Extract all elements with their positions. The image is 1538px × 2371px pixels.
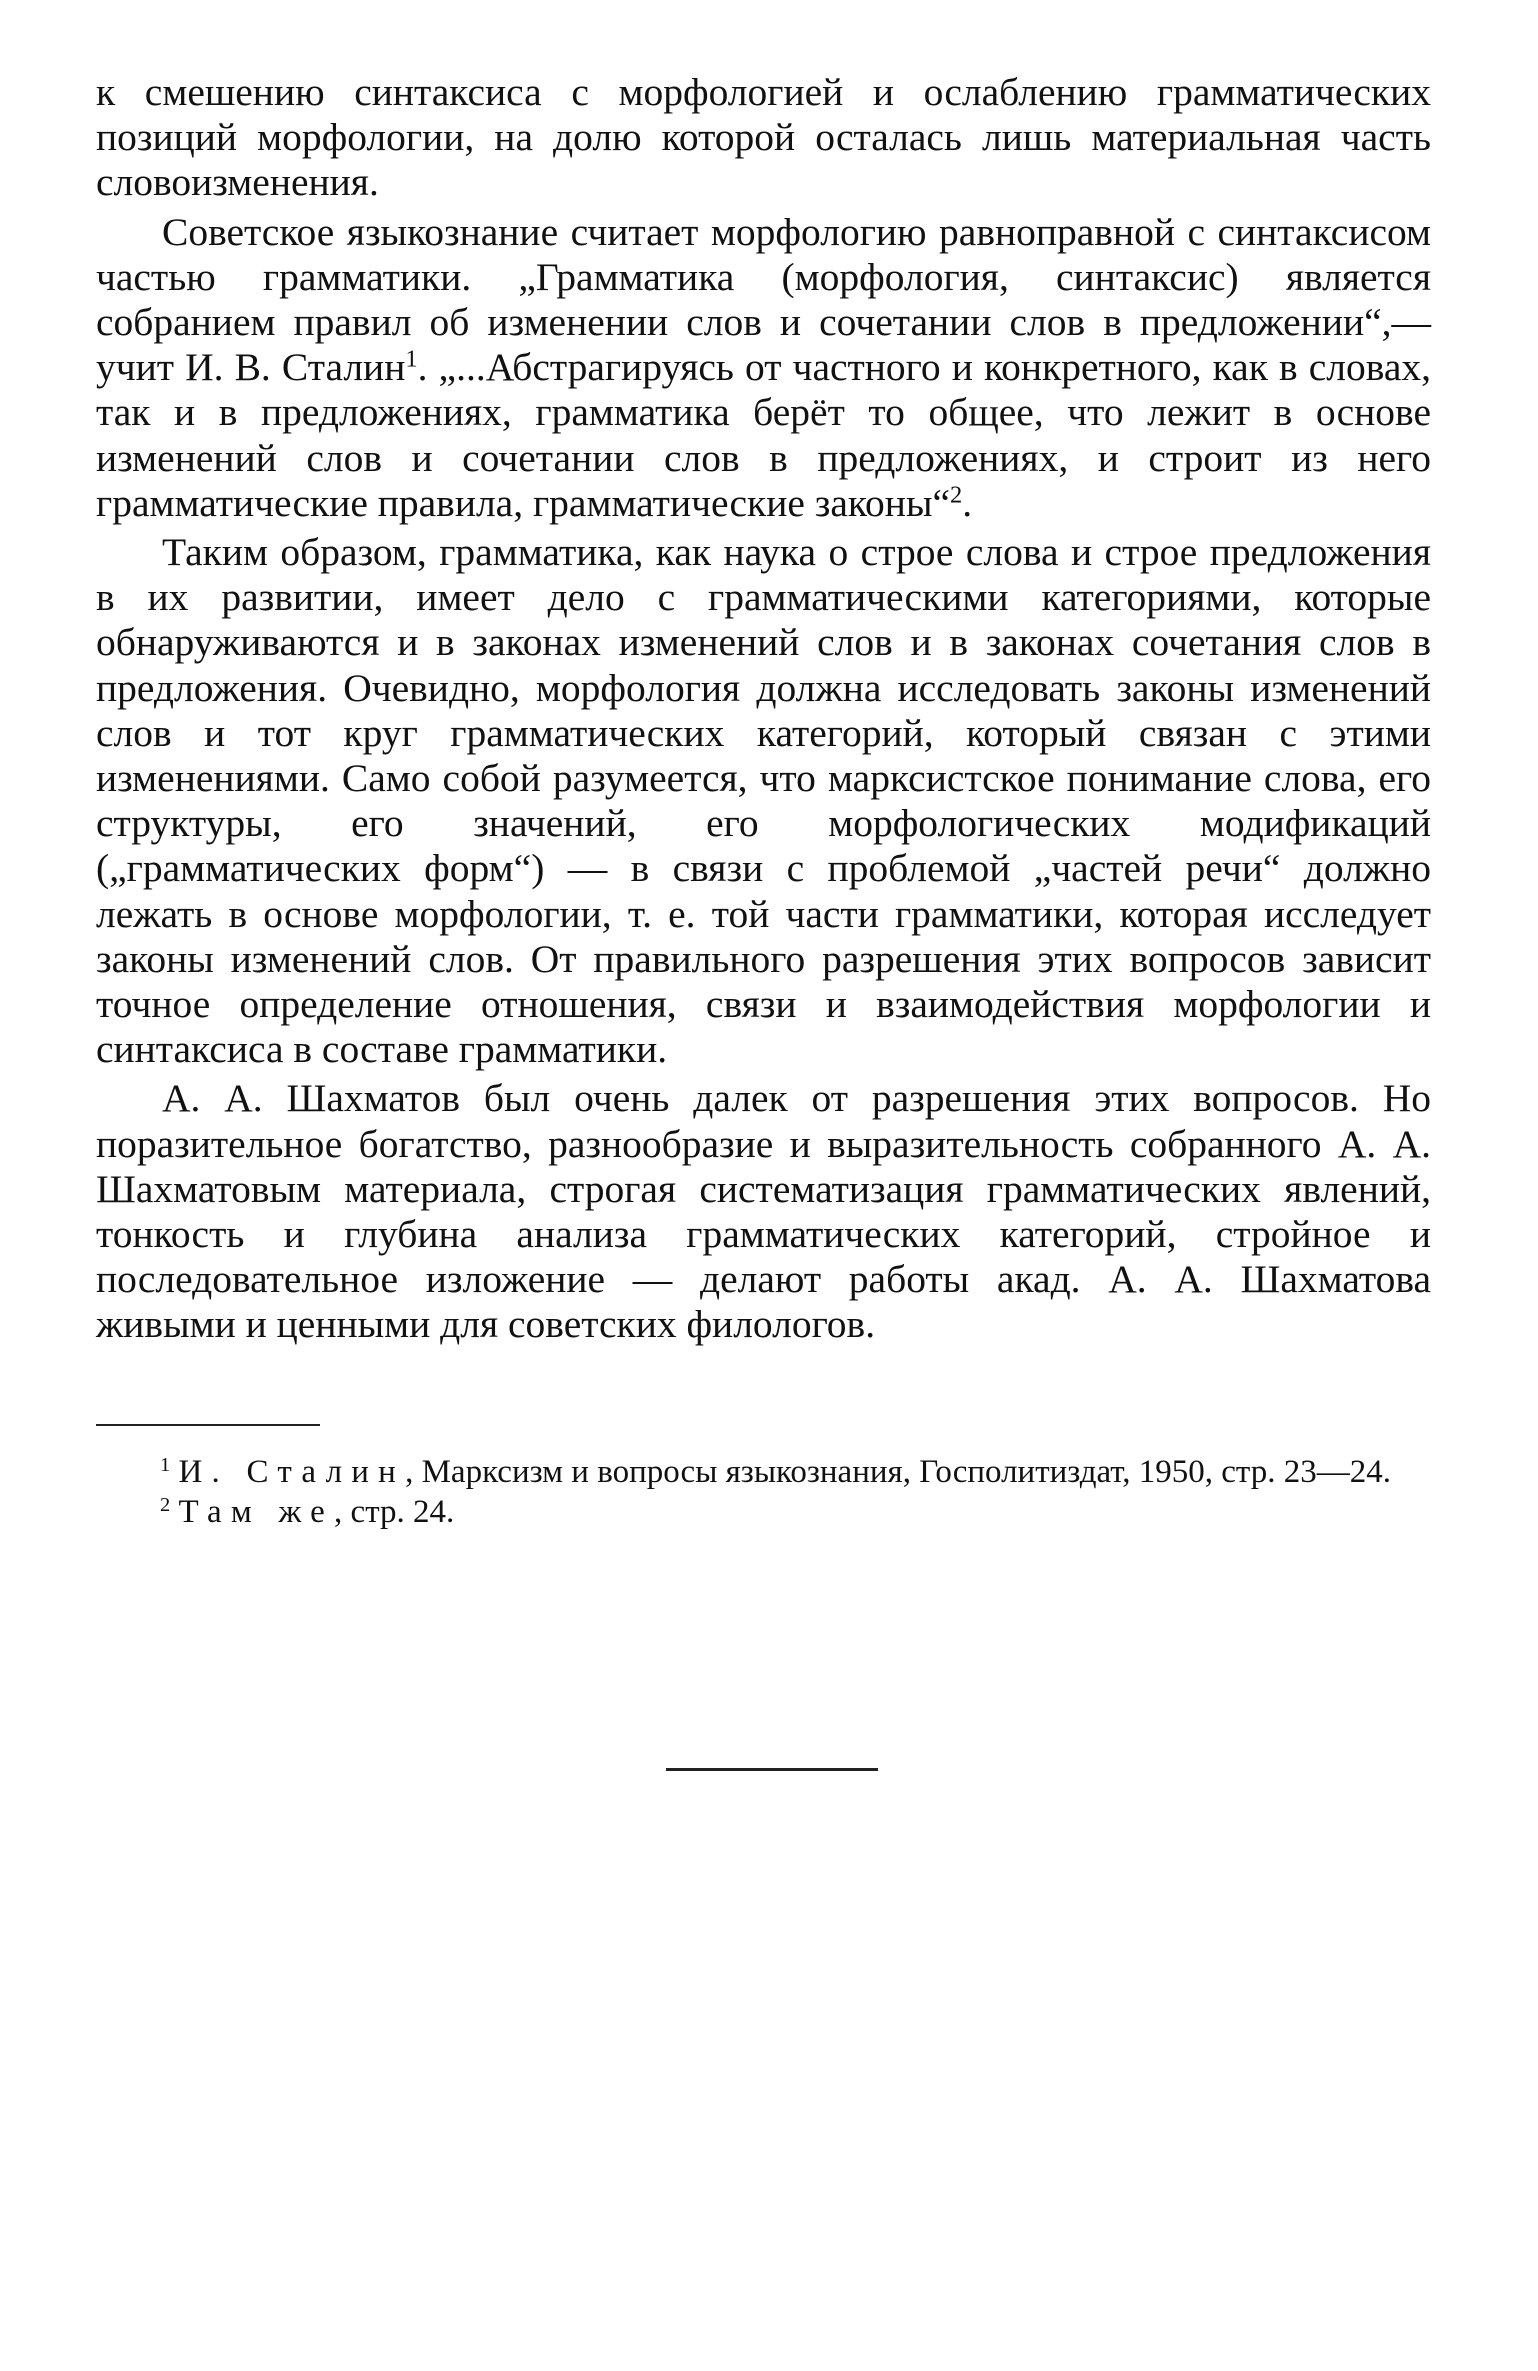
paragraph-text: Советское языкознание считает морфологию равноправной с синтаксисом частью грамматики. „Грамматика (морфология, синтаксис) является собранием правил об изменении слов и сочетании слов в предложении“,— учит И. В. Сталин	[96, 209, 1431, 390]
footnote-mark: 2	[160, 1493, 171, 1516]
footnote	[96, 1492, 1431, 1532]
footnotes	[96, 1452, 1431, 1532]
paragraph-text: . „...Абстрагируясь от частного и конкретного, как в словах, так и в предложениях, грамматика берёт то общее, что лежит в основе изменений слов и сочетании слов в предложениях, и строит из него грамматические правила, грамматические законы“	[96, 345, 1431, 525]
footnote-text: , Марксизм и вопросы языкознания, Госполитиздат, 1950, стр. 23—24.	[405, 1454, 1391, 1490]
footnote-mark: 1	[160, 1453, 171, 1476]
paragraph-grammar: Таким образом, грамматика, как наука о строе слова и строе предложения в их развитии, имеет дело с грамматическими категориями, которые обнаруживаются и в законах изменений слов и в законах сочетания слов в предложения. Очевидно, морфология должна исследовать законы изменений слов и тот круг грамматических категорий, который связан с этими изменениями. Само собой разумеется, что марксистское понимание слова, его структуры, его значений, его морфологических модификаций („грамматических форм“) — в связи с проблемой „частей речи“ должно лежать в основе морфологии, т. е. той части грамматики, которая исследует законы изменений слов. От правильного разрешения этих вопросов зависит точное определение отношения, связи и взаимодействия морфологии и синтаксиса в составе грамматики.	[96, 530, 1431, 1072]
footnote-text: , стр. 24.	[334, 1494, 455, 1530]
footnote-author: Там же	[178, 1494, 335, 1530]
paragraph-text: .	[962, 480, 973, 525]
footnote-ref: 2	[950, 481, 963, 509]
page-body	[96, 70, 1431, 1348]
paragraph-shakhmatov: А. А. Шахматов был очень далек от разрешения этих вопросов. Но поразительное богатство, разнообразие и выразительность собранного А. А. Шахматовым материала, строгая систематизация грамматических явлений, тонкость и глубина анализа грамматических категорий, стройное и последовательное изложение — делают работы акад. А. А. Шахматова живыми и ценными для советских филологов.	[96, 1076, 1431, 1347]
footnote-author: И. Сталин	[178, 1454, 406, 1490]
paragraph-soviet-linguistics	[96, 210, 1431, 526]
footnote-divider	[96, 1424, 320, 1426]
footnote	[96, 1452, 1431, 1492]
end-divider	[666, 1768, 878, 1771]
footnote-ref: 1	[405, 345, 418, 373]
paragraph-continuation: к смешению синтаксиса с морфологией и ослаблению грамматических позиций морфологии, на долю которой осталась лишь материальная часть словоизменения.	[96, 70, 1431, 205]
